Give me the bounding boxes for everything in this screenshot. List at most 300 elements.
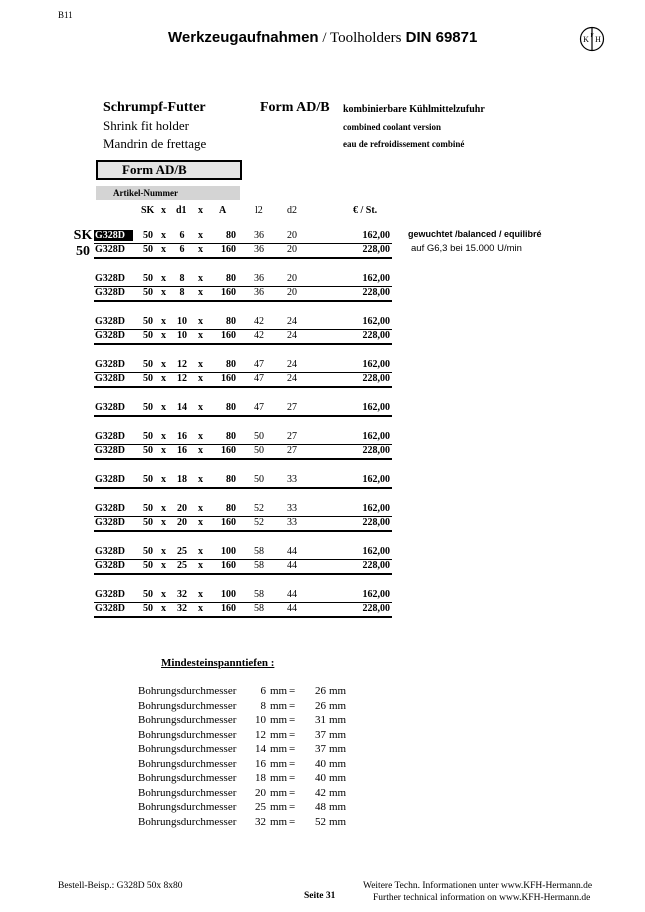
row-x2: x [198,603,203,614]
row-d2: 44 [287,560,297,571]
row-x1: x [161,244,166,255]
row-x2: x [198,273,203,284]
row-d1: 20 [177,517,187,528]
min-clamping-row [138,743,398,757]
row-x1: x [161,402,166,413]
bore-unit: mm [270,685,288,697]
row-a: 160 [221,603,236,614]
table-row [94,444,392,458]
row-d1: 8 [179,287,185,298]
bore-label: Bohrungsdurchmesser [138,714,237,726]
footer-info-en: Further technical information on www.KFH-Hermann.de [373,893,591,903]
min-clamping-row [138,685,398,699]
section-title-fr: Mandrin de frettage [103,136,207,151]
min-depth-value: 42 [315,786,326,799]
row-code: G328D [95,244,125,255]
row-code: G328D [95,359,125,370]
table-row [94,401,392,415]
bore-unit: mm [270,743,288,755]
min-clamping-row [138,801,398,815]
row-x2: x [198,474,203,485]
page-code: B11 [58,10,73,20]
row-code: G328D [94,230,133,241]
row-price: 228,00 [362,560,390,571]
equals-sign: = [289,801,296,813]
bore-unit: mm [270,714,288,726]
group-divider [94,386,392,388]
group-divider [94,487,392,489]
row-d2: 24 [287,330,297,341]
row-price: 162,00 [362,474,390,485]
row-d2: 27 [287,445,297,456]
bore-unit: mm [270,728,288,741]
row-x1: x [161,503,166,514]
row-x1: x [161,273,166,284]
bore-label: Bohrungsdurchmesser [138,757,237,770]
row-x2: x [198,546,203,557]
min-clamping-row [138,714,398,728]
balanced-note-text: gewuchtet /balanced / equilibré [408,229,542,239]
row-price: 228,00 [362,603,390,614]
row-x2: x [198,431,203,442]
min-depth-unit: mm [329,714,347,726]
row-code: G328D [95,474,125,485]
row-d2: 27 [287,431,297,442]
footer-info-de: Weitere Techn. Informationen unter www.KFH-Hermann.de [363,881,593,891]
row-sk: 50 [143,560,153,571]
min-depth-value: 37 [315,743,326,755]
table-row [94,229,392,243]
row-x2: x [198,359,203,370]
row-l2: 50 [254,431,264,442]
row-l2: 36 [254,230,264,241]
form-box [96,160,242,180]
table-row [94,358,392,372]
col-header-x2: x [198,205,203,216]
row-price: 228,00 [362,287,390,298]
group-divider [94,573,392,575]
row-a: 160 [221,445,236,456]
row-code: G328D [95,603,125,614]
min-depth-value: 26 [315,699,326,712]
section-title-de: Schrumpf-Futter [103,100,206,115]
row-a: 80 [226,316,236,327]
row-code: G328D [95,517,125,528]
row-d1: 16 [177,431,187,442]
row-d1: 12 [177,359,187,370]
row-x2: x [198,560,203,571]
row-price: 228,00 [362,244,390,255]
bore-label: Bohrungsdurchmesser [138,815,237,828]
row-price: 162,00 [362,316,390,327]
row-x2: x [198,445,203,456]
min-depth-unit: mm [329,728,347,741]
row-l2: 36 [254,244,264,255]
row-x1: x [161,431,166,442]
row-a: 80 [226,359,236,370]
row-d2: 20 [287,230,297,241]
row-a: 80 [226,273,236,284]
min-depth-value: 26 [315,685,326,697]
sk-label-line1: SK [73,228,93,243]
row-l2: 58 [254,560,264,571]
row-x1: x [161,359,166,370]
row-d1: 14 [177,402,187,413]
row-a: 80 [226,431,236,442]
min-clamping-row [138,787,398,801]
table-row [94,559,392,573]
row-a: 160 [221,330,236,341]
row-l2: 58 [254,603,264,614]
speed-note: auf G6,3 bei 15.000 U/min [411,243,522,254]
min-depth-unit: mm [329,815,347,828]
bore-unit: mm [270,772,288,784]
equals-sign: = [289,786,296,799]
row-l2: 36 [254,273,264,284]
row-x2: x [198,287,203,298]
row-a: 80 [226,474,236,485]
row-d1: 6 [179,244,185,255]
row-l2: 58 [254,589,264,600]
row-x2: x [198,330,203,341]
row-a: 80 [226,230,236,241]
min-depth-value: 40 [315,757,326,770]
group-divider [94,257,392,259]
row-x1: x [161,316,166,327]
group-divider [94,458,392,460]
min-depth-unit: mm [329,685,347,697]
bore-unit: mm [270,757,288,770]
row-price: 162,00 [362,431,390,442]
min-clamping-title: Mindesteinspanntiefen : [161,657,275,669]
row-x2: x [198,244,203,255]
row-d2: 44 [287,589,297,600]
row-price: 162,00 [362,589,390,600]
table-row [94,473,392,487]
table-row [94,286,392,300]
min-clamping-row [138,772,398,786]
table-row [94,272,392,286]
title-de: Werkzeugaufnahmen [168,29,319,46]
row-code: G328D [95,503,125,514]
row-x1: x [161,287,166,298]
bore-diameter: 32 [255,815,266,828]
row-sk: 50 [143,546,153,557]
order-example: Bestell-Beisp.: G328D 50x 8x80 [58,881,183,891]
form-box-label: Form AD/B [122,162,187,177]
row-d1: 20 [177,503,187,514]
row-code: G328D [95,589,125,600]
bore-unit: mm [270,801,288,813]
row-a: 80 [226,402,236,413]
equals-sign: = [289,743,296,755]
row-l2: 47 [254,359,264,370]
bore-diameter: 20 [255,786,266,799]
min-depth-unit: mm [329,699,347,712]
row-d2: 24 [287,316,297,327]
row-l2: 58 [254,546,264,557]
min-depth-unit: mm [329,757,347,770]
row-l2: 47 [254,373,264,384]
equals-sign: = [289,772,296,784]
row-price: 162,00 [362,503,390,514]
bore-label: Bohrungsdurchmesser [138,786,237,799]
row-sk: 50 [143,316,153,327]
row-x1: x [161,560,166,571]
min-depth-unit: mm [329,743,347,755]
row-x1: x [161,230,166,241]
row-code: G328D [95,445,125,456]
bore-diameter: 14 [255,743,266,755]
row-x2: x [198,230,203,241]
row-code: G328D [95,546,125,557]
bore-label: Bohrungsdurchmesser [138,772,237,784]
min-depth-value: 40 [315,772,326,784]
page-number: Seite 31 [304,891,336,901]
equals-sign: = [289,685,296,697]
group-divider [94,530,392,532]
row-price: 228,00 [362,517,390,528]
title-en: Toolholders [330,30,402,46]
bore-label: Bohrungsdurchmesser [138,685,237,697]
row-x1: x [161,546,166,557]
bore-diameter: 6 [260,685,266,697]
row-d1: 18 [177,474,187,485]
min-depth-value: 52 [315,815,326,828]
bore-diameter: 18 [255,772,266,784]
row-d2: 44 [287,603,297,614]
title-din: DIN 69871 [401,29,478,46]
row-d1: 16 [177,445,187,456]
row-d2: 33 [287,503,297,514]
row-d1: 6 [179,230,185,241]
col-header-d2: d2 [287,205,297,216]
row-price: 228,00 [362,330,390,341]
row-price: 162,00 [362,546,390,557]
bore-diameter: 12 [255,728,266,741]
row-d1: 25 [177,560,187,571]
bore-label: Bohrungsdurchmesser [138,699,237,712]
row-x1: x [161,517,166,528]
table-row [94,329,392,343]
row-d2: 20 [287,244,297,255]
form-title: Form AD/B [260,100,330,115]
row-sk: 50 [143,244,153,255]
col-header-x1: x [161,205,166,216]
row-price: 228,00 [362,445,390,456]
min-depth-value: 31 [315,714,326,726]
row-x2: x [198,503,203,514]
row-a: 160 [221,517,236,528]
min-depth-value: 37 [315,728,326,741]
row-d1: 12 [177,373,187,384]
bore-label: Bohrungsdurchmesser [138,801,237,813]
row-price: 162,00 [362,359,390,370]
row-l2: 42 [254,316,264,327]
row-d2: 20 [287,273,297,284]
row-a: 100 [221,546,236,557]
min-clamping-row [138,700,398,714]
col-header-l2: l2 [255,205,263,216]
coolant-note-fr: eau de refroidissement combiné [343,139,465,149]
row-d1: 10 [177,316,187,327]
row-code: G328D [95,316,125,327]
row-l2: 36 [254,287,264,298]
row-x2: x [198,373,203,384]
row-d2: 27 [287,402,297,413]
group-divider [94,343,392,345]
row-d2: 24 [287,359,297,370]
row-d1: 32 [177,603,187,614]
row-x2: x [198,402,203,413]
row-sk: 50 [143,273,153,284]
row-x2: x [198,589,203,600]
section-title-en: Shrink fit holder [103,118,189,133]
row-d2: 44 [287,546,297,557]
row-code: G328D [95,402,125,413]
row-price: 162,00 [362,273,390,284]
row-sk: 50 [143,431,153,442]
table-row [94,243,392,257]
sk-size-label [72,228,94,260]
row-sk: 50 [143,330,153,341]
row-sk: 50 [143,589,153,600]
kfh-logo [579,26,605,52]
row-code: G328D [95,560,125,571]
equals-sign: = [289,728,296,741]
equals-sign: = [289,714,296,726]
row-d1: 8 [179,273,185,284]
row-code: G328D [95,373,125,384]
row-sk: 50 [143,230,153,241]
row-price: 162,00 [362,402,390,413]
row-x1: x [161,373,166,384]
bore-label: Bohrungsdurchmesser [138,743,237,755]
row-sk: 50 [143,287,153,298]
group-divider [94,300,392,302]
bore-diameter: 8 [260,699,266,712]
row-sk: 50 [143,373,153,384]
artikel-label: Artikel-Nummer [113,188,178,198]
col-header-price: € / St. [353,205,378,216]
row-sk: 50 [143,445,153,456]
bore-diameter: 10 [255,714,266,726]
row-x1: x [161,330,166,341]
row-sk: 50 [143,359,153,370]
svg-text:K: K [583,35,589,44]
row-sk: 50 [143,503,153,514]
row-d2: 20 [287,287,297,298]
row-x2: x [198,316,203,327]
title-separator: / [318,30,330,46]
row-d2: 33 [287,474,297,485]
row-x1: x [161,589,166,600]
row-x1: x [161,474,166,485]
row-sk: 50 [143,603,153,614]
row-l2: 50 [254,474,264,485]
coolant-note-de: kombinierbare Kühlmittelzufuhr [343,104,485,115]
equals-sign: = [289,757,296,770]
row-d1: 25 [177,546,187,557]
group-divider [94,415,392,417]
row-x1: x [161,603,166,614]
row-sk: 50 [143,402,153,413]
row-sk: 50 [143,517,153,528]
row-code: G328D [95,273,125,284]
row-code: G328D [95,287,125,298]
table-row [94,588,392,602]
col-header-d1: d1 [176,205,187,216]
equals-sign: = [289,699,296,712]
row-a: 160 [221,373,236,384]
row-a: 160 [221,287,236,298]
row-a: 160 [221,244,236,255]
svg-text:H: H [595,35,601,44]
row-price: 162,00 [362,230,390,241]
group-divider [94,616,392,618]
col-header-a: A [219,205,227,216]
row-d1: 10 [177,330,187,341]
bore-unit: mm [270,786,288,799]
table-row [94,502,392,516]
table-row [94,430,392,444]
row-l2: 50 [254,445,264,456]
min-clamping-row [138,758,398,772]
bore-label: Bohrungsdurchmesser [138,728,237,741]
equals-sign: = [289,815,296,828]
table-row [94,516,392,530]
bore-unit: mm [270,815,288,828]
table-row [94,315,392,329]
bore-unit: mm [270,699,288,712]
bore-diameter: 25 [255,801,266,813]
col-header-sk: SK [141,205,155,216]
min-clamping-row [138,816,398,830]
row-l2: 47 [254,402,264,413]
row-d2: 33 [287,517,297,528]
svg-text:F: F [590,33,594,39]
row-l2: 42 [254,330,264,341]
table-row [94,545,392,559]
table-row [94,372,392,386]
min-clamping-row [138,729,398,743]
page-title [168,29,477,47]
row-x2: x [198,517,203,528]
row-code: G328D [95,431,125,442]
min-depth-unit: mm [329,772,347,784]
table-row [94,602,392,616]
artikel-header [96,186,240,200]
row-a: 160 [221,560,236,571]
row-l2: 52 [254,517,264,528]
min-depth-unit: mm [329,801,347,813]
sk-label-line2: 50 [76,244,90,259]
row-d1: 32 [177,589,187,600]
min-depth-value: 48 [315,801,326,813]
row-code: G328D [95,330,125,341]
row-a: 100 [221,589,236,600]
row-d2: 24 [287,373,297,384]
min-depth-unit: mm [329,786,347,799]
row-sk: 50 [143,474,153,485]
row-a: 80 [226,503,236,514]
row-x1: x [161,445,166,456]
balanced-note [408,229,542,239]
coolant-note-en: combined coolant version [343,122,441,132]
row-price: 228,00 [362,373,390,384]
bore-diameter: 16 [255,757,266,770]
row-l2: 52 [254,503,264,514]
